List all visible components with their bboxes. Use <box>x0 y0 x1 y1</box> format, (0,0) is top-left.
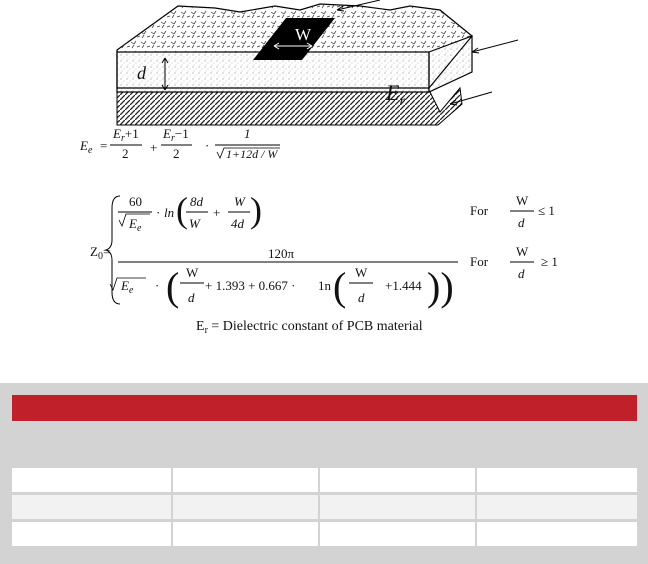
svg-text:W: W <box>234 194 245 209</box>
table-cell <box>12 495 173 522</box>
svg-text:(: ( <box>176 190 188 230</box>
table-cell <box>477 495 637 522</box>
svg-text:For: For <box>470 254 489 269</box>
svg-text:+1.444: +1.444 <box>385 278 422 293</box>
thickness-label: d <box>137 63 146 83</box>
svg-text:Ee: $E_e$ <box>129 216 142 234</box>
svg-text:2: 2 <box>122 146 129 161</box>
svg-text:1: 1 <box>244 126 251 141</box>
svg-text:d: d <box>358 290 365 305</box>
svg-text:+: + <box>213 205 221 220</box>
svg-text:d: d <box>518 215 525 230</box>
caption: $E_r$ = Dielectric constant of PCB material <box>196 319 423 336</box>
svg-text:W: W <box>516 193 529 208</box>
svg-text:Er−1: $E_r-1$ <box>163 126 189 144</box>
svg-text:(: ( <box>166 264 180 309</box>
svg-text:W: W <box>355 265 368 280</box>
svg-text:=: = <box>100 138 108 153</box>
svg-text:W: W <box>189 216 200 231</box>
svg-text:)): )) <box>427 264 454 309</box>
table-cell <box>320 495 477 522</box>
svg-text:d: d <box>518 266 525 281</box>
spec-table <box>12 468 637 549</box>
formula-effective-permittivity <box>79 126 280 161</box>
svg-text:+: + <box>150 140 158 155</box>
table-cell <box>320 468 477 495</box>
svg-text:Ee: $E_e$ <box>121 278 134 296</box>
svg-text:W: W <box>516 244 529 259</box>
svg-text:·: · <box>205 138 210 153</box>
svg-text:d: d <box>188 290 195 305</box>
spec-panel <box>0 383 648 564</box>
svg-text:·: · <box>155 278 160 293</box>
svg-text:1+12d / W: 1+12d / W <box>226 147 278 161</box>
svg-text:1n: 1n <box>318 278 331 293</box>
table-cell <box>12 468 173 495</box>
svg-text:≥ 1: ≥ 1 <box>541 254 558 269</box>
table-cell <box>477 468 637 495</box>
permittivity-label: $E_r$ <box>386 80 405 109</box>
svg-text:120π: 120π <box>268 246 295 261</box>
svg-text:ln: ln <box>164 205 175 220</box>
table-cell <box>173 495 320 522</box>
panel-header-title <box>12 400 20 415</box>
svg-text:Ee: $E_e$ <box>80 138 93 156</box>
table-row <box>12 495 637 522</box>
width-label: W <box>295 25 312 44</box>
table-row <box>12 468 637 495</box>
table-cell <box>477 522 637 549</box>
svg-text:2: 2 <box>173 146 180 161</box>
leader-substrate <box>472 40 518 52</box>
table-cell <box>173 522 320 549</box>
svg-text:8d: 8d <box>190 194 203 209</box>
svg-text:(: ( <box>333 264 347 309</box>
panel-header-bar <box>12 395 637 421</box>
svg-text:Z0=: $Z_0=$ <box>90 244 111 262</box>
svg-text:W: W <box>186 265 199 280</box>
svg-text:For: For <box>470 203 489 218</box>
svg-text:+ 1.393 + 0.667 ·: + 1.393 + 0.667 · <box>205 278 296 293</box>
svg-text:·: · <box>156 205 161 220</box>
formula-impedance <box>90 190 558 309</box>
svg-text:): ) <box>250 190 262 230</box>
svg-text:60: 60 <box>129 194 142 209</box>
svg-text:Er+1: $E_r+1$ <box>113 126 139 144</box>
svg-text:4d: 4d <box>231 216 244 231</box>
ground-plane <box>117 88 462 125</box>
table-cell <box>320 522 477 549</box>
table-cell <box>12 522 173 549</box>
table-cell <box>173 468 320 495</box>
svg-text:≤ 1: ≤ 1 <box>538 203 555 218</box>
table-row <box>12 522 637 549</box>
